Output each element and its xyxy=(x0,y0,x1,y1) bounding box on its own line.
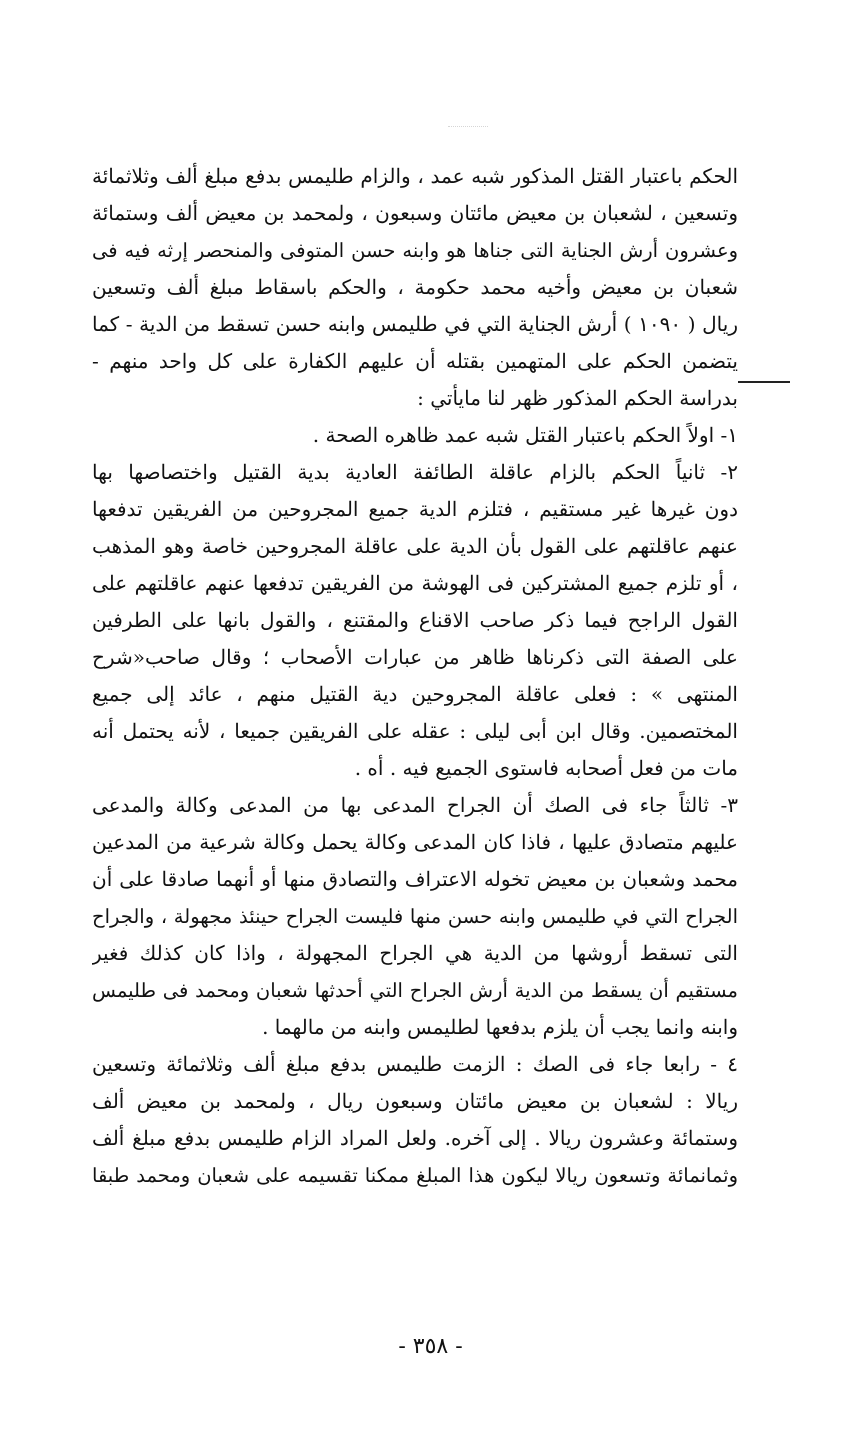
text-line: ، أو تلزم جميع المشتركين فى الهوشة من الفريقين تدفعها عنهم عاقلتهم على xyxy=(92,571,738,595)
body-text xyxy=(92,158,738,1194)
text-line: الجراح التي في طليمس وابنه حسن منها فليست الجراح حينئذ مجهولة ، والجراح xyxy=(92,905,738,928)
text-line: يتضمن الحكم على المتهمين بقتله أن عليهم الكفارة على كل واحد منهم - xyxy=(92,349,738,373)
text-line: وابنه وانما يجب أن يلزم بدفعها لطليمس وابنه من مالهما . xyxy=(262,1015,738,1039)
scan-artifact xyxy=(448,126,488,130)
text-line: وعشرون أرش الجناية التى جناها هو وابنه حسن المتوفى والمنحصر إرثه فيه فى xyxy=(92,239,738,262)
text-line: مستقيم أن يسقط من الدية أرش الجراح التي أحدثها شعبان ومحمد فى طليمس xyxy=(92,979,738,1002)
text-line: على الصفة التى ذكرناها ظاهر من عبارات الأصحاب ؛ وقال صاحب«شرح xyxy=(92,645,738,669)
text-line: عليهم متصادق عليها ، فاذا كان المدعى وكالة يحمل وكالة شرعية من المدعين xyxy=(92,830,738,854)
margin-dash-mark xyxy=(738,381,790,383)
text-line: دون غيرها غير مستقيم ، فتلزم الدية جميع المجروحين من الفريقين تدفعها xyxy=(92,497,738,521)
text-line: مات من فعل أصحابه فاستوى الجميع فيه . أه . xyxy=(354,756,738,780)
paragraph-point-4 xyxy=(92,1046,738,1194)
text-line: وستمائة وعشرون ريالا . إلى آخره. ولعل المراد الزام طليمس بدفع مبلغ ألف xyxy=(92,1126,738,1150)
text-line: التى تسقط أروشها من الدية هي الجراح المجهولة ، واذا كان كذلك فغير xyxy=(92,941,738,965)
text-line: ريالا : لشعبان بن معيض مائتان وسبعون ريال ، ولمحمد بن معيض ألف xyxy=(92,1089,738,1113)
page-number: - ٣٥٨ - xyxy=(398,1334,463,1359)
text-line: بدراسة الحكم المذكور ظهر لنا مايأتي : xyxy=(417,386,738,410)
text-line: المختصمين. وقال ابن أبى ليلى : عقله على الفريقين جميعا ، لأنه يحتمل أنه xyxy=(92,719,738,743)
text-line: عنهم عاقلتهم على القول بأن الدية على عاقلة المجروحين خاصة وهو المذهب xyxy=(92,534,738,558)
text-line: الحكم باعتبار القتل المذكور شبه عمد ، والزام طليمس بدفع مبلغ ألف وثلاثمائة xyxy=(92,164,738,188)
text-line: محمد وشعبان بن معيض تخوله الاعتراف والتصادق منها أو أنهما صادقا على أن xyxy=(92,867,738,891)
text-line: وتسعين ، لشعبان بن معيض مائتان وسبعون ، ولمحمد بن معيض ألف وستمائة xyxy=(92,201,738,225)
text-line: وثمانمائة وتسعون ريالا ليكون هذا المبلغ ممكنا تقسيمه على شعبان ومحمد طبقا xyxy=(92,1164,738,1187)
text-line: ٢- ثانياً الحكم بالزام عاقلة الطائفة العادية بدية القتيل واختصاصها بها xyxy=(92,460,738,484)
paragraph-point-3 xyxy=(92,787,738,1046)
text-line: ٣- ثالثاً جاء فى الصك أن الجراح المدعى بها من المدعى وكالة والمدعى xyxy=(92,793,738,817)
paragraph-point-1 xyxy=(92,417,738,454)
text-line: ريال ( ١٠٩٠ ) أرش الجناية التي في طليمس وابنه حسن تسقط من الدية - كما xyxy=(92,312,738,336)
text-line: القول الراجح فيما ذكر صاحب الاقناع والمقتنع ، والقول بانها على الطرفين xyxy=(92,608,738,632)
text-line: ٤ - رابعا جاء فى الصك : الزمت طليمس بدفع مبلغ ألف وثلاثمائة وتسعين xyxy=(92,1052,738,1076)
paragraph-intro xyxy=(92,158,738,417)
text-line: شعبان بن معيض وأخيه محمد حكومة ، والحكم باسقاط مبلغ ألف وتسعين xyxy=(92,275,738,299)
paragraph-point-2 xyxy=(92,454,738,787)
text-line: المنتهى » : فعلى عاقلة المجروحين دية القتيل منهم ، عائد إلى جميع xyxy=(92,682,738,706)
text-line: ١- اولاً الحكم باعتبار القتل شبه عمد ظاهره الصحة . xyxy=(312,423,738,447)
